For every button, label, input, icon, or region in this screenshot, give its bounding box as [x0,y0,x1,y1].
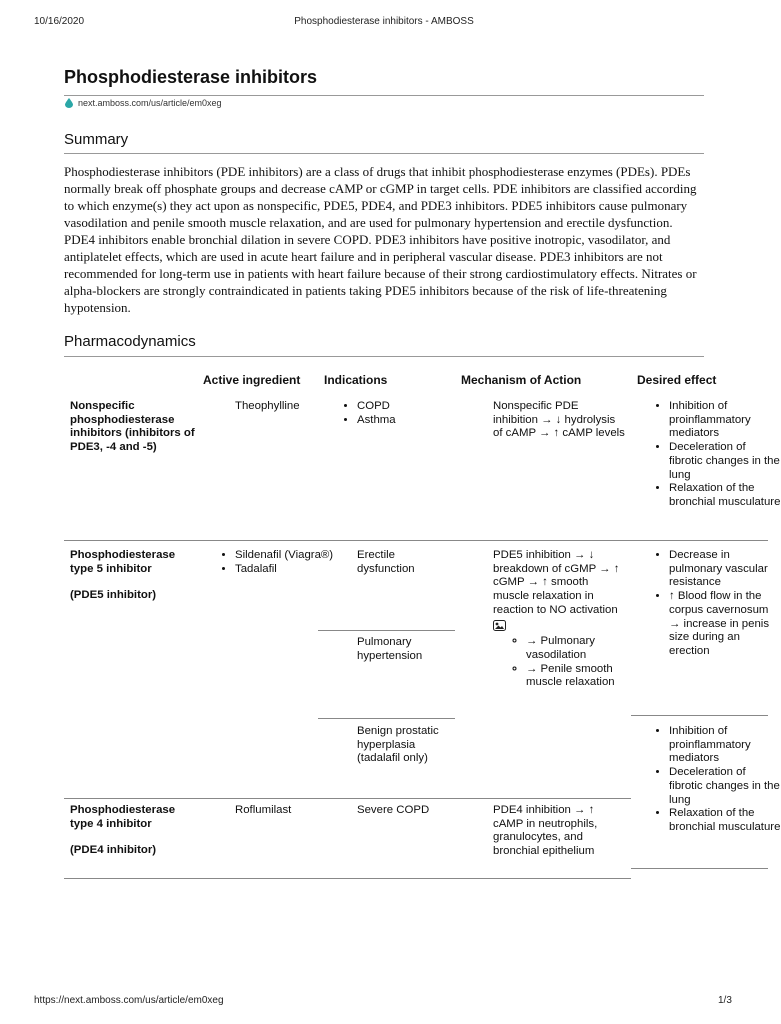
mechanism-nonspecific: Nonspecific PDE inhibition → ↓ hydrolysis of cAMP → ↑ cAMP levels [493,400,625,440]
ingredient-roflumilast: Roflumilast [235,804,292,816]
effect-item: • ↑ Blood flow in the corpus cavernosum → increase in penis size during an erection [669,590,781,659]
row-name-nonspecific: Nonspecific phosphodiesterase inhibitors (inhibitors of PDE3, -4 and -5) [70,400,195,454]
row-divider [631,868,768,869]
effects-list-pde5 [653,549,781,659]
col-header-indications: Indications [324,373,388,387]
effects-list-pde4 [653,725,781,835]
footer-url: https://next.amboss.com/us/article/em0xeg [34,995,224,1006]
row-divider [64,540,768,541]
indication-divider [318,630,455,631]
indications-list-nonspecific [341,400,467,427]
row-name-pde4: Phosphodiesterase type 4 inhibitor [70,804,176,830]
pharmacodynamics-divider [64,356,704,357]
amboss-drop-icon [65,98,73,108]
row-name-pde5: Phosphodiesterase type 5 inhibitor [70,549,176,575]
row-divider [64,798,631,799]
mechanism-pde5 [493,549,623,690]
row-abbr-pde4: (PDE4 inhibitor) [70,844,157,856]
effect-item: • Inhibition of proinflammatory mediators [669,400,781,441]
mechanism-sub-item: ◦ → Pulmonary vasodilation [526,635,623,662]
indication-pulmonary-hypertension: Pulmonary hypertension [357,636,423,662]
effect-item: • Deceleration of fibrotic changes in the lung [669,766,781,807]
ingredient-theophylline: Theophylline [235,400,300,412]
col-header-desired-effect: Desired effect [637,373,717,387]
ingredient-item: • Sildenafil (Viagra®) [235,549,335,563]
indication-divider [318,718,455,719]
ingredients-list-pde5 [219,549,335,576]
indication-severe-copd: Severe COPD [357,804,430,816]
pharmacodynamics-heading: Pharmacodynamics [64,333,196,350]
mechanism-sublist-pde5 [493,635,623,690]
indication-item: • Asthma [357,414,467,428]
mechanism-sub-item: ◦ → Penile smooth muscle relaxation [526,663,623,690]
effect-item: • Decrease in pulmonary vascular resistance [669,549,781,590]
ingredient-item: • Tadalafil [235,563,335,577]
image-icon[interactable] [493,620,506,631]
effect-item: • Inhibition of proinflammatory mediators [669,725,781,766]
effect-item: • Deceleration of fibrotic changes in the lung [669,441,781,482]
indication-item: • COPD [357,400,467,414]
page-title: Phosphodiesterase inhibitors [64,67,318,87]
summary-text: Phosphodiesterase inhibitors (PDE inhibitors) are a class of drugs that inhibit phosphodiesterase enzymes (PDEs). PDEs normally break off phosphate groups and decrease cAMP or cGMP in target cells. PDE inhibitors are classified according to which enzyme(s) they act upon as nonspecific, PDE5, PDE4, and PDE3 inhibitors. PDE5 inhibitors cause pulmonary vasodilation and penile smooth muscle relaxation, and are used for pulmonary hypertension and erectile dysfunction. PDE4 inhibitors enable bronchial dilation in severe COPD. PDE3 inhibitors have positive inotropic, vasodilator, and antiplatelet effects, which are used in acute heart failure and in peripheral vascular disease. PDE3 inhibitors are not recommended for long-term use in patients with heart failure because of their strong cardiostimulatory effects. Nitrates or alpha-blockers are strongly contraindicated in patients taking PDE5 inhibitors because of the risk of life-threatening hypotension. [64,164,697,315]
source-link[interactable] [65,98,222,108]
indication-bph: Benign prostatic hyperplasia (tadalafil only) [357,725,439,765]
row-abbr-pde5: (PDE5 inhibitor) [70,589,157,601]
mechanism-pde4: PDE4 inhibition → ↑ cAMP in neutrophils, granulocytes, and bronchial epithelium [493,804,598,858]
effect-item: • Relaxation of the bronchial musculature [669,807,781,834]
effect-item: • Relaxation of the bronchial musculature [669,482,781,509]
print-date: 10/16/2020 [34,16,85,27]
table-bottom-border [64,878,631,879]
summary-divider [64,153,704,154]
col-header-active-ingredient: Active ingredient [203,373,301,387]
col-header-mechanism: Mechanism of Action [461,373,582,387]
summary-heading: Summary [64,131,129,148]
footer-page-number: 1/3 [718,995,732,1006]
mechanism-text: PDE5 inhibition → ↓ breakdown of cGMP → ↑ cGMP → ↑ smooth muscle relaxation in reaction to NO activation [493,549,620,616]
effect-divider [631,715,768,716]
source-url[interactable]: next.amboss.com/us/article/em0xeg [78,98,222,108]
indication-erectile-dysfunction: Erectile dysfunction [357,549,415,575]
print-title: Phosphodiesterase inhibitors - AMBOSS [294,16,474,27]
title-divider [64,95,704,96]
effects-list-nonspecific [653,400,781,510]
